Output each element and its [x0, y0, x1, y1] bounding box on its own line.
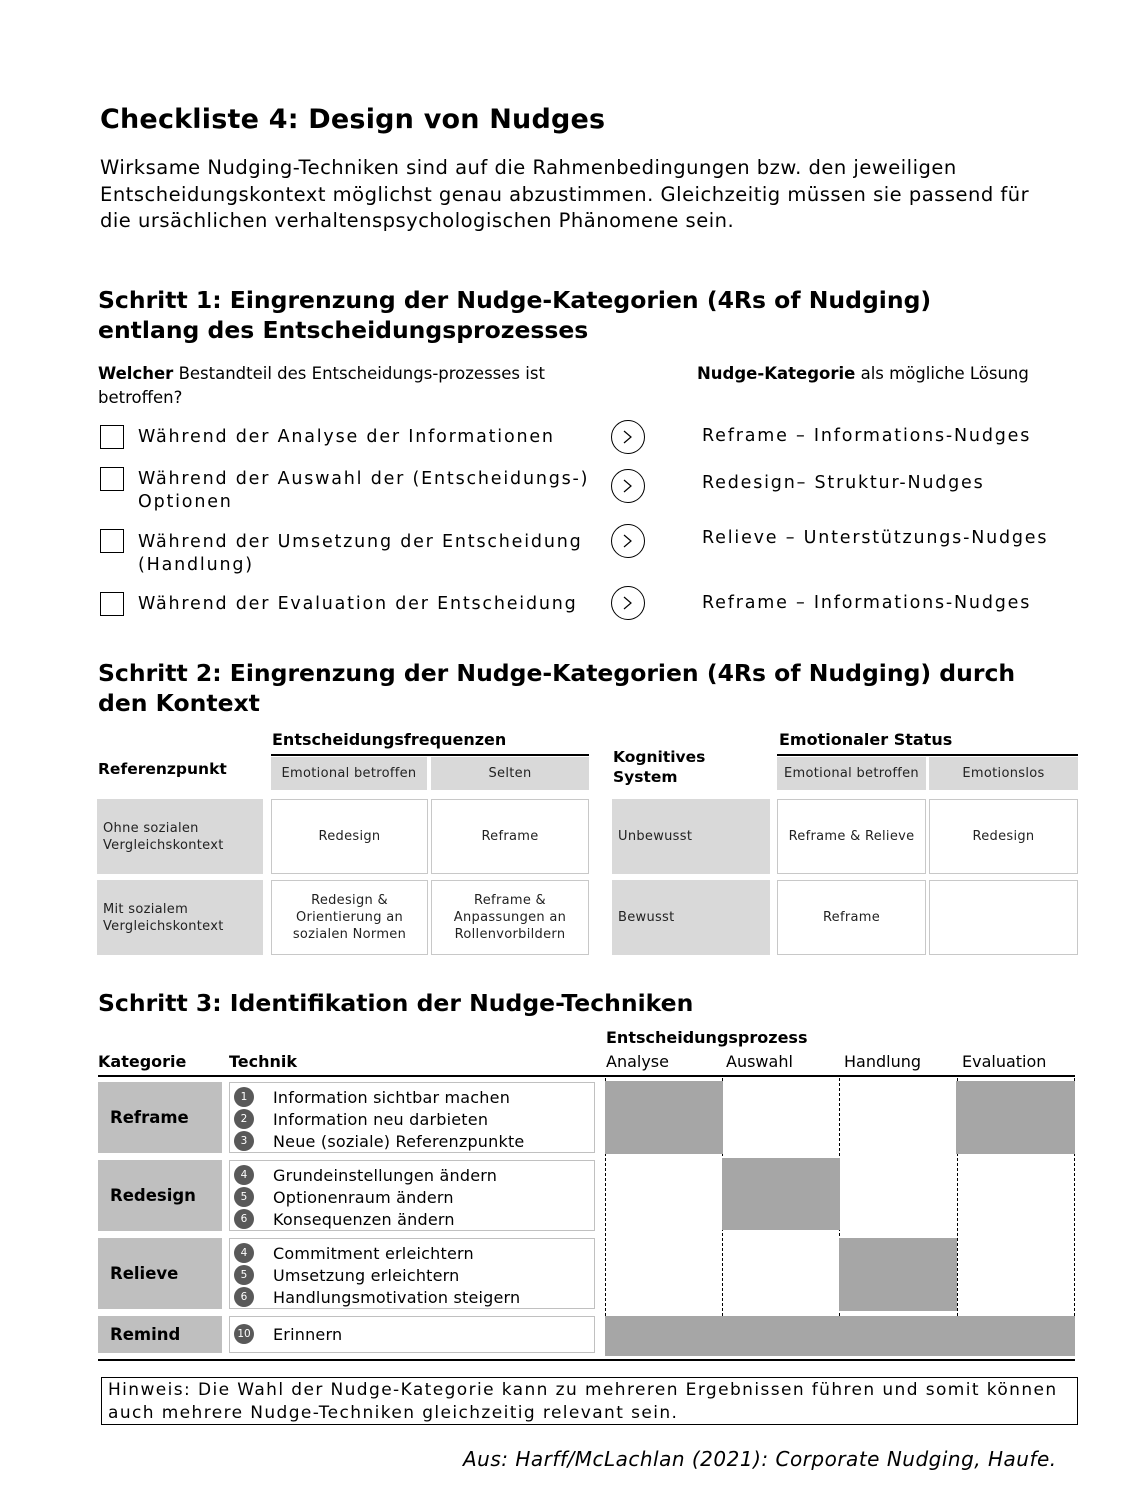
number-badge: 5 — [234, 1265, 254, 1285]
referenzpunkt-header: Referenzpunkt — [98, 760, 227, 778]
phase-block-relieve-handlung — [839, 1238, 957, 1311]
matrix-cell: Reframe & Anpassungen an Rollenvorbildern — [431, 880, 589, 955]
checkbox-analyse[interactable] — [100, 425, 124, 449]
category-reframe: Reframe — [98, 1082, 222, 1153]
phase-auswahl: Auswahl — [726, 1052, 793, 1071]
hint-box: Hinweis: Die Wahl der Nudge-Kategorie kann zu mehreren Ergebnissen führen und somit können auch mehrere Nudge-Techniken gleichzeitig relevant sein. — [101, 1377, 1078, 1425]
step1-result: Relieve – Unterstützungs-Nudges — [702, 528, 1049, 548]
col-header: Emotionslos — [929, 757, 1078, 790]
number-badge: 4 — [234, 1165, 254, 1185]
step1-label: Während der Evaluation der Entscheidung — [138, 594, 578, 614]
technique-item: 6 Konsequenzen ändern — [234, 1208, 254, 1230]
category-relieve: Relieve — [98, 1238, 222, 1309]
divider — [98, 1359, 1075, 1361]
kategorie-header: Kategorie — [98, 1052, 187, 1071]
step1-heading: Schritt 1: Eingrenzung der Nudge-Kategorien (4Rs of Nudging) entlang des Entscheidungsprozesses — [98, 286, 932, 344]
arrow-right-icon — [611, 524, 645, 558]
step1-question: Welcher Bestandteil des Entscheidungs-prozesses ist betroffen? — [98, 364, 545, 407]
phase-block-reframe-evaluation — [956, 1081, 1075, 1154]
technik-header: Technik — [229, 1052, 298, 1071]
number-badge: 1 — [234, 1087, 254, 1107]
checkbox-auswahl[interactable] — [100, 467, 124, 491]
step3-heading: Schritt 3: Identifikation der Nudge-Techniken — [98, 989, 694, 1017]
phase-handlung: Handlung — [844, 1052, 922, 1071]
matrix-cell: Reframe — [777, 880, 926, 955]
technique-list-redesign — [229, 1160, 595, 1231]
row-label: Unbewusst — [612, 799, 770, 874]
phase-block-redesign-auswahl — [722, 1158, 840, 1230]
row-label: Ohne sozialen Vergleichskontext — [97, 799, 263, 874]
technique-item: 5 Umsetzung erleichtern — [234, 1264, 254, 1286]
col-header: Emotional betroffen — [777, 757, 926, 790]
col-header: Emotional betroffen — [271, 757, 427, 790]
divider — [98, 1075, 1075, 1077]
arrow-right-icon — [611, 420, 645, 454]
step1-label: Während der Auswahl der (Entscheidungs-) Optionen — [138, 469, 590, 512]
row-label: Bewusst — [612, 880, 770, 955]
technique-item: 5 Optionenraum ändern — [234, 1186, 254, 1208]
technique-item: 1 Information sichtbar machen — [234, 1086, 254, 1108]
number-badge: 5 — [234, 1187, 254, 1207]
matrix-cell: Reframe — [431, 799, 589, 874]
phase-evaluation: Evaluation — [962, 1052, 1047, 1071]
number-badge: 2 — [234, 1109, 254, 1129]
matrix-cell: Reframe & Relieve — [777, 799, 926, 874]
technique-list-remind — [229, 1316, 595, 1353]
matrix-cell — [929, 880, 1078, 955]
matrix-cell: Redesign — [929, 799, 1078, 874]
phase-block-reframe-analyse — [605, 1081, 723, 1154]
phase-block-remind-all — [605, 1316, 1075, 1356]
technique-item: 4 Grundeinstellungen ändern — [234, 1164, 254, 1186]
divider — [777, 754, 1078, 756]
technique-item: 10 Erinnern — [234, 1323, 254, 1345]
technique-item: 6 Handlungsmotivation steigern — [234, 1286, 254, 1308]
kognitives-system-header: Kognitives System — [613, 748, 706, 786]
number-badge: 4 — [234, 1243, 254, 1263]
step1-result: Reframe – Informations-Nudges — [702, 426, 1032, 446]
step1-result: Reframe – Informations-Nudges — [702, 593, 1032, 613]
checkbox-umsetzung[interactable] — [100, 529, 124, 553]
technique-item: 2 Information neu darbieten — [234, 1108, 254, 1130]
matrix-cell: Redesign — [271, 799, 428, 874]
col-header: Selten — [431, 757, 589, 790]
checkbox-evaluation[interactable] — [100, 592, 124, 616]
number-badge: 6 — [234, 1287, 254, 1307]
number-badge: 10 — [234, 1324, 254, 1344]
step1-result: Redesign– Struktur-Nudges — [702, 473, 985, 493]
step1-label: Während der Umsetzung der Entscheidung (Handlung) — [138, 532, 583, 575]
technique-list-relieve — [229, 1238, 595, 1309]
technique-item: 3 Neue (soziale) Referenzpunkte — [234, 1130, 254, 1152]
technique-item: 4 Commitment erleichtern — [234, 1242, 254, 1264]
emotionaler-status-title: Emotionaler Status — [779, 730, 953, 749]
entscheidungsprozess-title: Entscheidungsprozess — [606, 1028, 808, 1047]
matrix-cell: Redesign & Orientierung an sozialen Normen — [271, 880, 428, 955]
source-citation: Aus: Harff/McLachlan (2021): Corporate Nudging, Haufe. — [463, 1447, 1057, 1471]
step1-label: Während der Analyse der Informationen — [138, 427, 555, 447]
divider — [271, 754, 589, 756]
entscheidungsfrequenzen-title: Entscheidungsfrequenzen — [272, 730, 507, 749]
number-badge: 6 — [234, 1209, 254, 1229]
number-badge: 3 — [234, 1131, 254, 1151]
page-title: Checkliste 4: Design von Nudges — [100, 104, 606, 135]
arrow-right-icon — [611, 586, 645, 620]
technique-list-reframe — [229, 1082, 595, 1153]
category-remind: Remind — [98, 1316, 222, 1353]
row-label: Mit sozialem Vergleichskontext — [97, 880, 263, 955]
category-redesign: Redesign — [98, 1160, 222, 1231]
arrow-right-icon — [611, 469, 645, 503]
step1-answer-header: Nudge-Kategorie als mögliche Lösung — [697, 364, 1029, 383]
phase-analyse: Analyse — [606, 1052, 669, 1071]
intro-paragraph: Wirksame Nudging-Techniken sind auf die Rahmenbedingungen bzw. den jeweiligen Entscheidungskontext möglichst genau abzustimmen. Gleichzeitig müssen sie passend für die ursächlichen verhaltenspsychologischen Phänomene sein. — [100, 156, 1030, 232]
step2-heading: Schritt 2: Eingrenzung der Nudge-Kategorien (4Rs of Nudging) durch den Kontext — [98, 659, 1016, 717]
